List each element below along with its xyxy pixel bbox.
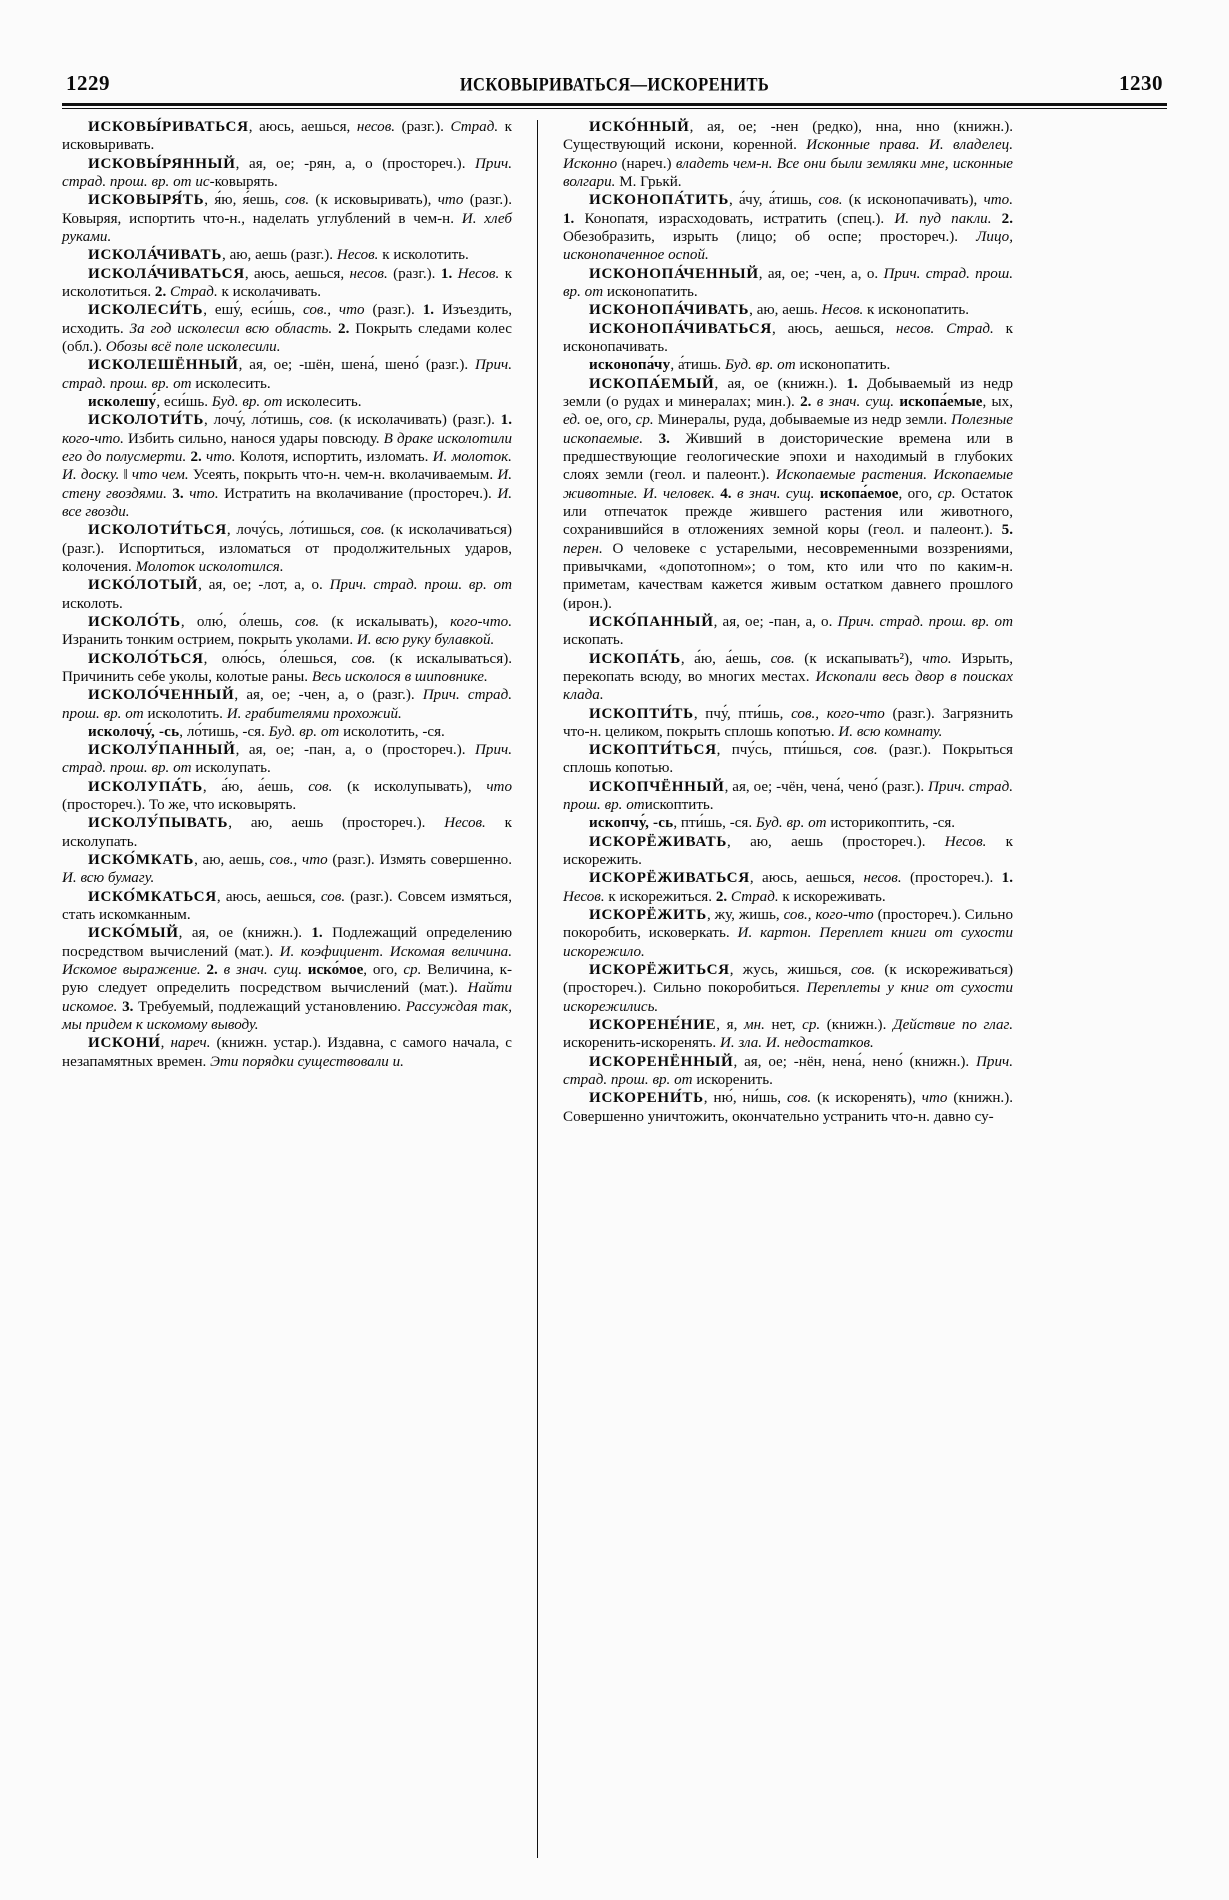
entry-definition: , аюсь, аешься, несов. (простореч.). 1. Несов. к искорежиться. 2. Страд. к искореживать. — [563, 870, 1013, 905]
entry-definition: , ая, ое (книжн.). 1. Подлежащий определению посредством вычислений (мат.). И. коэфициент. Искомая величина. Искомое выражение. 2. в знач. сущ. иско́мое, ого, ср. Величина, к-рую следует определить посредством вычислений (мат.). Найти искомое. 3. Требуемый, подлежащий установлению. Рассуждая так, мы придем к искомому выводу. — [62, 925, 513, 1034]
dictionary-entry — [563, 961, 1013, 1016]
dictionary-entry — [62, 576, 512, 613]
entry-headword: ИСКОРЁЖИТЬ — [589, 907, 707, 924]
entry-definition: , ая, ое (книжн.). 1. Добываемый из недр земли (о рудах и минералах; мин.). 2. в знач. сущ. ископа́емые, ых, ед. ое, ого, ср. Минералы, руда, добываемые из недр земли. Полезные ископаемые. 3. Живший в доисторические времена или в предшествующие геологические эпохи и находимый в глубоких слоях земли (геол. и палеонт.). Ископаемые растения. Ископаемые животные. И. человек. 4. в знач. сущ. ископа́емое, ого, ср. Остаток или отпечаток прежде жившего растения или животного, сохранившийся в отложениях земной коры (геол. и палеонт.). 5. перен. О человеке с устарелыми, несовременными воззрениями, привычками, «допотопном»; о том, кто или что по каким-н. приметам, качествам кажется живым остатком давнего прошлого (ирон.). — [563, 375, 1014, 612]
entry-headword: ИСКОНОПА́ТИТЬ — [589, 192, 729, 209]
entry-headword: ИСКО́ЛОТЫЙ — [88, 577, 199, 594]
dictionary-entry — [563, 814, 1013, 832]
entry-definition: , жу, жишь, сов., кого-что (простореч.). Сильно покоробить, исковеркать. И. картон. Переплет книги от сухости искорежило. — [563, 907, 1013, 960]
dictionary-entry — [62, 191, 512, 246]
entry-definition: , лочу́, ло́тишь, сов. (к исколачивать) (разг.). 1. кого-что. Избить сильно, нанося удары повсюду. В драке исколотили его до полусмерти. 2. что. Колотя, испортить, изломать. И. молоток. И. доску. ‖ что чем. Усеять, покрыть что-н. чем-н. вколачиваемым. И. стену гвоздями. 3. что. Истратить на вколачивание (простореч.). И. все гвозди. — [62, 412, 512, 520]
entry-definition: , ая, ое; -чен, а, о. Прич. страд. прош. вр. от исконопатить. — [563, 265, 1013, 300]
entry-definition: , ая, ое; -пан, а, о. Прич. страд. прош. вр. от ископать. — [563, 613, 1013, 649]
entry-definition: , ая, ое; -чен, а, о (разг.). Прич. страд. прош. вр. от исколотить. И. грабителями прохожий. — [62, 687, 513, 722]
entry-headword: ИСКОПА́ЕМЫЙ — [589, 375, 715, 392]
entry-definition: , нареч. (книжн. устар.). Издавна, с самого начала, с незапамятных времен. Эти порядки существовали и. — [62, 1035, 512, 1070]
entry-headword: ископчу́, -сь — [589, 815, 674, 832]
entry-definition: , ая, ое; -нен (редко), нна, нно (книжн.). Существующий искони, коренной. Исконные права. И. владелец. Исконно (нареч.) владеть чем-н. Все они были земляки мне, исконные волгари. М. Грькй. — [563, 119, 1014, 190]
dictionary-entry — [563, 778, 1013, 815]
entry-definition: , аюсь, аешься, несов. (разг.). Страд. к исковыривать. — [62, 119, 513, 154]
column-divider — [537, 120, 538, 1858]
entry-headword: ИСКОЛЕСИ́ТЬ — [88, 302, 204, 319]
entry-headword: ИСКОЛЕШЁННЫЙ — [88, 357, 239, 374]
entry-headword: ИСКОПА́ТЬ — [589, 650, 681, 667]
dictionary-entry — [563, 833, 1013, 870]
entry-headword: исколешу́ — [88, 393, 157, 410]
dictionary-entry — [62, 851, 512, 888]
entry-headword: ИСКО́МКАТЬСЯ — [88, 888, 217, 905]
entry-definition: , олю́сь, о́лешься, сов. (к искалываться). Причинить себе уколы, колотые раны. Весь исколося в шиповнике. — [62, 650, 512, 685]
entry-definition: , олю́, о́лешь, сов. (к искалывать), кого-что. Изранить тонким острием, покрыть уколами. И. всю руку булавкой. — [62, 613, 512, 649]
entry-headword: ИСКОНОПА́ЧЕННЫЙ — [589, 265, 759, 282]
entry-headword: ИСКОЛА́ЧИВАТЬСЯ — [88, 265, 245, 282]
entry-definition: , аю, аешь. Несов. к исконопатить. — [749, 302, 969, 319]
entry-definition: , ая, ое; -чён, чена́, чено́ (разг.). Прич. страд. прош. вр. отископтить. — [563, 778, 1013, 814]
entry-headword: исколочу́, -сь — [88, 723, 180, 740]
entry-definition: , еси́шь. Буд. вр. от исколесить. — [156, 393, 362, 410]
dictionary-entry — [62, 650, 512, 687]
entry-definition: , пти́шь, -ся. Буд. вр. от историкоптить, -ся. — [673, 815, 956, 832]
dictionary-entry — [62, 778, 512, 815]
entry-definition: , аю, аешь (простореч.). Несов. к искорежить. — [563, 833, 1014, 869]
entry-definition: , ая, ое; -рян, а, о (простореч.). Прич. страд. прош. вр. от ис-ковырять. — [62, 155, 512, 190]
entry-definition: , ню́, ни́шь, сов. (к искоренять), что (книжн.). Совершенно уничтожить, окончательно устранить что-н. давно су- — [563, 1090, 1013, 1125]
header-rule — [62, 103, 1167, 109]
dictionary-entry — [62, 741, 512, 778]
dictionary-entry — [563, 301, 1013, 319]
entry-headword: ИСКОЛА́ЧИВАТЬ — [88, 247, 223, 264]
dictionary-entry — [62, 924, 512, 1034]
dictionary-entry — [563, 356, 1013, 374]
entry-headword: ИСКОРЕНЁННЫЙ — [589, 1053, 734, 1070]
entry-definition: , аю, аешь (простореч.). Несов. к исколупать. — [62, 815, 512, 850]
entry-definition: , я́ю, я́ешь, сов. (к исковыривать), что (разг.). Ковыряя, испортить что-н., наделать углублений в чем-н. И. хлеб руками. — [62, 192, 512, 245]
dictionary-entry — [62, 814, 512, 851]
entry-headword: ИСКОРЁЖИТЬСЯ — [589, 962, 730, 979]
dictionary-entry — [563, 906, 1013, 961]
dictionary-entry — [62, 411, 512, 521]
dictionary-entry — [563, 375, 1013, 613]
entry-headword: ИСКОЛУ́ПЫВАТЬ — [88, 815, 229, 832]
entry-definition: , пчу́сь, пти́шься, сов. (разг.). Покрыться сплошь копотью. — [563, 742, 1013, 777]
dictionary-entry — [62, 118, 512, 155]
entry-headword: ИСКОРЁЖИВАТЬ — [589, 833, 728, 850]
right-column — [563, 118, 1013, 1858]
dictionary-entry — [62, 246, 512, 264]
dictionary-entry — [563, 1089, 1013, 1126]
dictionary-entry — [563, 191, 1013, 264]
entry-definition: , а́чу, а́тишь, сов. (к исконопачивать), что. 1. Конопатя, израсходовать, истратить (спец.). И. пуд пакли. 2. Обезобразить, изрыть (лицо; об оспе; простореч.). Лицо, исконопаченное оспой. — [563, 192, 1013, 264]
entry-headword: ИСКО́ННЫЙ — [589, 119, 690, 135]
dictionary-entry — [563, 265, 1013, 302]
entry-definition: , жусь, жишься, сов. (к искореживаться) (простореч.). Сильно покоробиться. Переплеты у книг от сухости искорежились. — [563, 962, 1013, 1015]
entry-definition: , пчу́, пти́шь, сов., кого-что (разг.). Загрязнить что-н. целиком, покрыть сплошь копотью. И. всю комнату. — [563, 705, 1013, 740]
entry-definition: , а́ю, а́ешь, сов. (к исколупывать), что (простореч.). То же, что исковырять. — [62, 778, 512, 814]
entry-headword: ИСКО́ПАННЫЙ — [589, 613, 714, 630]
dictionary-entry — [62, 521, 512, 576]
left-column — [62, 118, 512, 1858]
entry-definition: , ая, ое; -шён, шена́, шено́ (разг.). Прич. страд. прош. вр. от исколесить. — [62, 357, 512, 392]
entry-headword: ИСКОПЧЁННЫЙ — [589, 778, 725, 795]
dictionary-entry — [62, 301, 512, 356]
entry-definition: , ло́тишь, -ся. Буд. вр. от исколотить, -ся. — [179, 723, 445, 740]
entry-headword: ИСКОНОПА́ЧИВАТЬСЯ — [589, 320, 772, 337]
dictionary-entry — [62, 723, 512, 741]
folio-right: 1230 — [1119, 71, 1163, 95]
dictionary-entry — [563, 869, 1013, 906]
entry-headword: ИСКОЛУ́ПАННЫЙ — [88, 742, 236, 759]
dictionary-entry — [563, 320, 1013, 357]
dictionary-entry — [563, 613, 1013, 650]
entry-headword: ИСКОЛО́ТЬСЯ — [88, 650, 204, 667]
dictionary-entry — [563, 741, 1013, 778]
entry-headword: ИСКОЛОТИ́ТЬСЯ — [88, 522, 227, 539]
dictionary-entry — [62, 888, 512, 925]
entry-headword: ИСКОПТИ́ТЬСЯ — [589, 742, 717, 759]
entry-headword: ИСКОЛУПА́ТЬ — [88, 778, 203, 795]
entry-headword: ИСКОЛО́ЧЕННЫЙ — [88, 687, 235, 704]
entry-definition: , я, мн. нет, ср. (книжн.). Действие по глаг. искоренить-искоренять. И. зла. И. недостатков. — [563, 1017, 1013, 1052]
entry-definition: , ая, ое; -лот, а, о. Прич. страд. прош. вр. от исколоть. — [62, 577, 512, 612]
entry-definition: , аюсь, аешься, сов. (разг.). Совсем измяться, стать искомканным. — [62, 888, 512, 924]
dictionary-entry — [563, 650, 1013, 705]
entry-definition: , аюсь, аешься, несов. (разг.). 1. Несов. к исколотиться. 2. Страд. к исколачивать. — [62, 265, 513, 300]
entry-definition: , лочу́сь, ло́тишься, сов. (к исколачиваться) (разг.). Испортиться, изломаться от продолжительных ударов, колочения. Молоток исколотился. — [62, 522, 512, 575]
dictionary-entry — [62, 265, 512, 302]
dictionary-entry — [563, 118, 1013, 191]
dictionary-entry — [62, 356, 512, 393]
entry-headword: ИСКО́МЫЙ — [88, 925, 179, 942]
entry-headword: ИСКОРЕНЕ́НИЕ — [589, 1017, 717, 1034]
entry-headword: ИСКОЛО́ТЬ — [88, 613, 181, 630]
dictionary-entry — [563, 705, 1013, 742]
entry-headword: ИСКОРЁЖИВАТЬСЯ — [589, 870, 750, 887]
running-head: ИСКОВЫРИВАТЬСЯ—ИСКОРЕНИТЬ — [459, 73, 770, 95]
entry-definition: , аю, аешь (разг.). Несов. к исколотить. — [222, 247, 469, 264]
folio-left: 1229 — [66, 71, 110, 95]
entry-headword: ИСКОВЫ́РИВАТЬСЯ — [88, 119, 249, 135]
entry-definition: , аюсь, аешься, несов. Страд. к исконопачивать. — [563, 320, 1013, 355]
dictionary-entry — [62, 686, 512, 723]
page-header — [62, 62, 1167, 96]
dictionary-entry — [62, 1034, 512, 1071]
entry-definition: , аю, аешь, сов., что (разг.). Измять совершенно. И. всю бумагу. — [62, 852, 512, 887]
entry-headword: ИСКОНОПА́ЧИВАТЬ — [589, 302, 750, 319]
entry-definition: , а́тишь. Буд. вр. от исконопатить. — [670, 357, 891, 374]
entry-definition: , ая, ое; -нён, нена́, нено́ (книжн.). Прич. страд. прош. вр. от искоренить. — [563, 1053, 1013, 1089]
dictionary-entry — [563, 1053, 1013, 1090]
dictionary-entry — [62, 393, 512, 411]
entry-headword: ИСКОРЕНИ́ТЬ — [589, 1090, 704, 1107]
dictionary-entry — [62, 155, 512, 192]
entry-definition: , ешу́, еси́шь, сов., что (разг.). 1. Изъездить, исходить. За год исколесил всю область. 2. Покрыть следами колес (обл.). Обозы всё поле исколесили. — [62, 302, 513, 355]
dictionary-entry — [563, 1016, 1013, 1053]
entry-headword: ИСКОВЫ́РЯННЫЙ — [88, 155, 236, 172]
entry-headword: ИСКОПТИ́ТЬ — [589, 705, 694, 722]
page-body — [62, 118, 1167, 1858]
entry-headword: ИСКОВЫРЯ́ТЬ — [88, 192, 205, 209]
entry-headword: ИСКОЛОТИ́ТЬ — [88, 412, 205, 429]
entry-headword: исконопа́чу — [589, 357, 671, 374]
dictionary-entry — [62, 613, 512, 650]
entry-definition: , ая, ое; -пан, а, о (простореч.). Прич. страд. прош. вр. от исколупать. — [62, 742, 512, 777]
entry-headword: ИСКОНИ́ — [88, 1035, 161, 1052]
entry-headword: ИСКО́МКАТЬ — [88, 852, 195, 869]
entry-definition: , а́ю, а́ешь, сов. (к искапывать²), что. Изрыть, перекопать всюду, во многих местах. Ископали весь двор в поисках клада. — [563, 650, 1013, 704]
